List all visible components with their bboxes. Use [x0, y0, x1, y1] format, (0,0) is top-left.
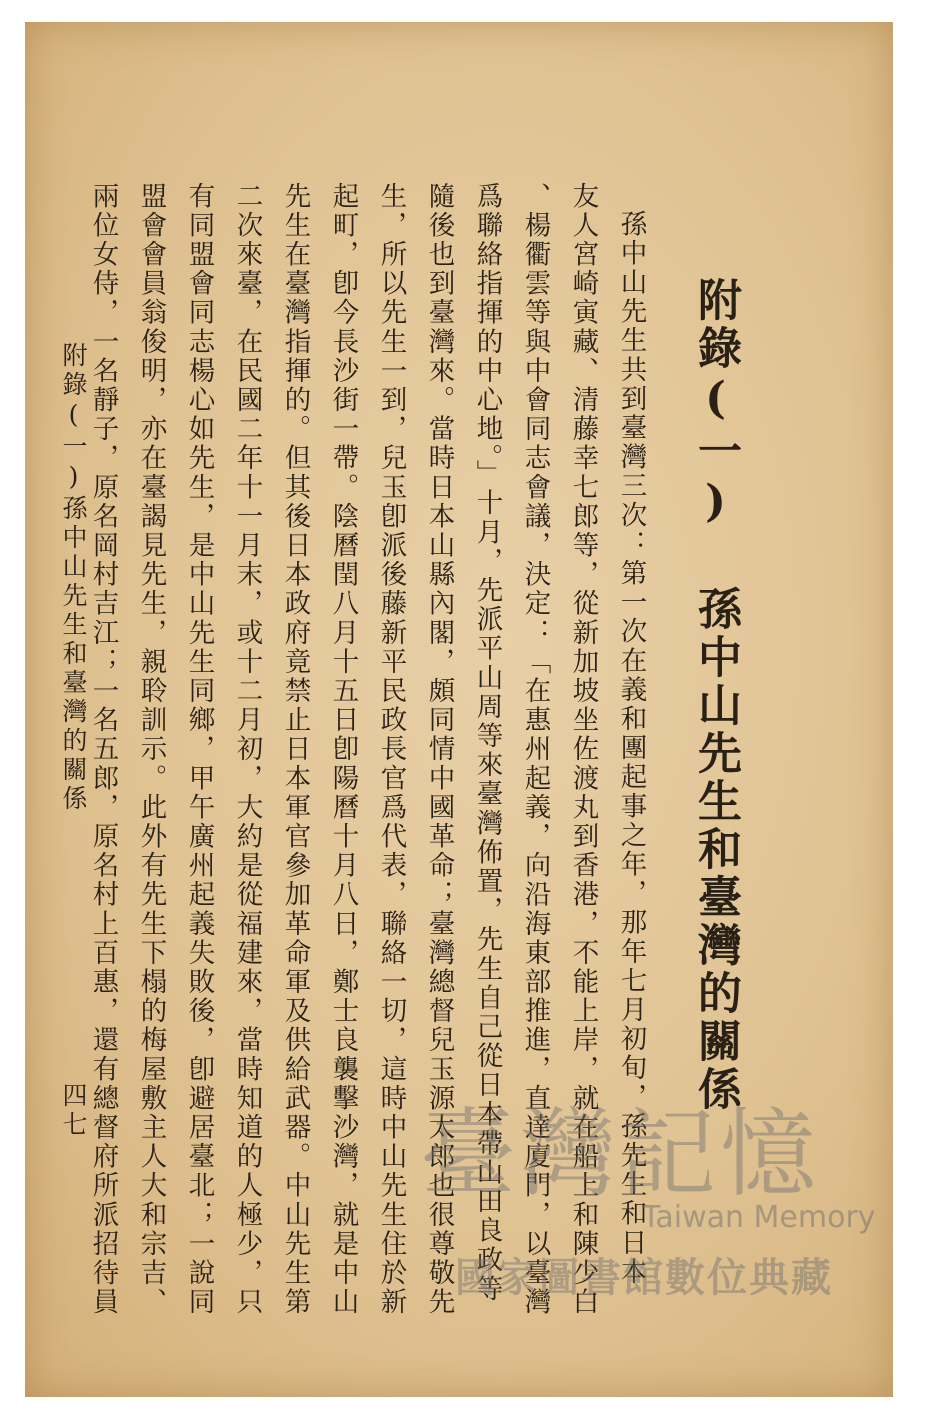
book-page	[25, 22, 893, 1397]
watermark-main-text: 臺灣記憶	[420, 1098, 820, 1210]
body-column-7: 起町，卽今長沙街一帶。陰曆閏八月十五日卽陽曆十月八日，鄭士良襲擊沙灣，就是中山	[327, 182, 359, 1317]
body-column-2: 友人宮崎寅藏、清藤幸七郎等，從新加坡坐佐渡丸到香港，不能上岸，就在船上和陳少白	[567, 182, 599, 1317]
body-column-11: 盟會會員翁俊明，亦在臺謁見先生，親聆訓示。此外有先生下榻的梅屋敷主人大和宗吉、	[135, 182, 167, 1317]
body-column-8: 先生在臺灣指揮的。但其後日本政府竟禁止日本軍官參加革命軍及供給武器。中山先生第	[279, 182, 311, 1317]
chapter-title: 附錄(一) 孫中山先生和臺灣的關係	[690, 277, 741, 1114]
body-column-4: 爲聯絡指揮的中心地。」十月，先派平山周等來臺灣佈置，先生自己從日本帶山田良政等	[471, 182, 503, 1304]
body-column-1: 孫中山先生共到臺灣三次：第一次在義和團起事之年，那年七月初旬，孫先生和日本	[615, 210, 647, 1287]
body-column-5: 隨後也到臺灣來。當時日本山縣內閣，頗同情中國革命；臺灣總督兒玉源太郎也很尊敬先	[423, 182, 455, 1317]
body-column-3: 、楊衢雲等與中會同志會議，決定：「在惠州起義，向沿海東部推進，直達廈門，以臺灣	[519, 182, 551, 1317]
running-head: 附錄(一)孫中山先生和臺灣的關係	[59, 342, 88, 814]
watermark-english-text: Taiwan Memory	[642, 1200, 876, 1235]
body-column-9: 二次來臺，在民國二年十一月末，或十二月初，大約是從福建來，當時知道的人極少，只	[231, 182, 263, 1317]
body-column-10: 有同盟會同志楊心如先生，是中山先生同鄉，甲午廣州起義失敗後，卽避居臺北；一說同	[183, 182, 215, 1317]
body-column-12: 兩位女侍，一名靜子，原名岡村吉江；一名五郎，原名村上百惠，還有總督府所派招待員	[87, 182, 119, 1317]
body-column-6: 生，所以先生一到，兒玉卽派後藤新平民政長官爲代表，聯絡一切，這時中山先生住於新	[375, 182, 407, 1317]
page-number: 四七	[59, 1082, 88, 1140]
watermark-sub-text: 國家圖書館數位典藏	[455, 1255, 833, 1301]
